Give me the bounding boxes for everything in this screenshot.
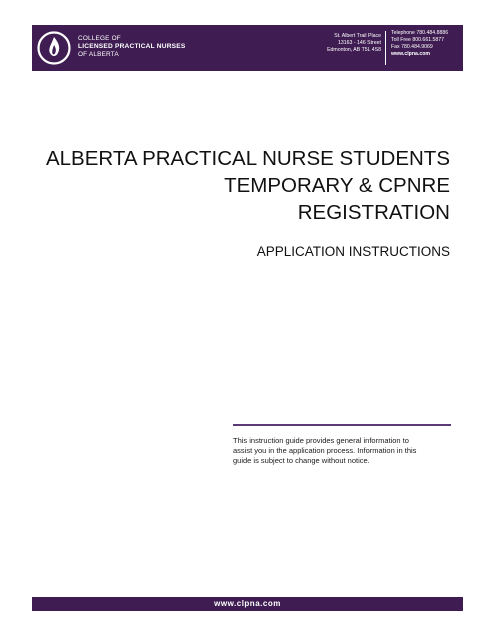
disclaimer-note bbox=[233, 436, 458, 466]
address-block bbox=[327, 33, 381, 54]
contact-website-link[interactable]: www.clpna.com bbox=[391, 51, 431, 57]
address-line-1: St. Albert Trail Place bbox=[334, 33, 381, 39]
note-line-3: guide is subject to change without notice. bbox=[233, 456, 370, 465]
title-line-2: TEMPORARY & CPNRE bbox=[224, 174, 450, 197]
contact-block bbox=[391, 30, 448, 58]
org-name-line-1: COLLEGE OF bbox=[78, 35, 121, 42]
contact-fax: Fax 780.484.9069 bbox=[391, 44, 433, 50]
footer-band bbox=[32, 597, 463, 611]
address-line-2: 13163 - 146 Street bbox=[338, 40, 381, 46]
title-line-3: REGISTRATION bbox=[297, 201, 450, 224]
footer-website-link[interactable]: www.clpna.com bbox=[214, 599, 281, 608]
org-name bbox=[78, 35, 185, 59]
document-title bbox=[46, 145, 450, 226]
note-line-1: This instruction guide provides general information to bbox=[233, 436, 409, 445]
header-band bbox=[32, 25, 463, 71]
title-line-1: ALBERTA PRACTICAL NURSE STUDENTS bbox=[45, 147, 450, 170]
contact-telephone: Telephone 780.484.8886 bbox=[391, 30, 449, 36]
header-divider bbox=[385, 31, 386, 65]
org-name-line-3: OF ALBERTA bbox=[78, 51, 119, 58]
org-name-line-2: LICENSED PRACTICAL NURSES bbox=[78, 43, 186, 50]
contact-toll-free: Toll Free 800.661.5877 bbox=[391, 37, 445, 43]
note-line-2: assist you in the application process. Information in this bbox=[233, 446, 417, 455]
address-line-3: Edmonton, AB T5L 4S8 bbox=[327, 47, 381, 53]
section-rule bbox=[233, 424, 451, 426]
document-subtitle: APPLICATION INSTRUCTIONS bbox=[256, 244, 450, 259]
clpna-flame-logo-icon bbox=[37, 31, 71, 65]
